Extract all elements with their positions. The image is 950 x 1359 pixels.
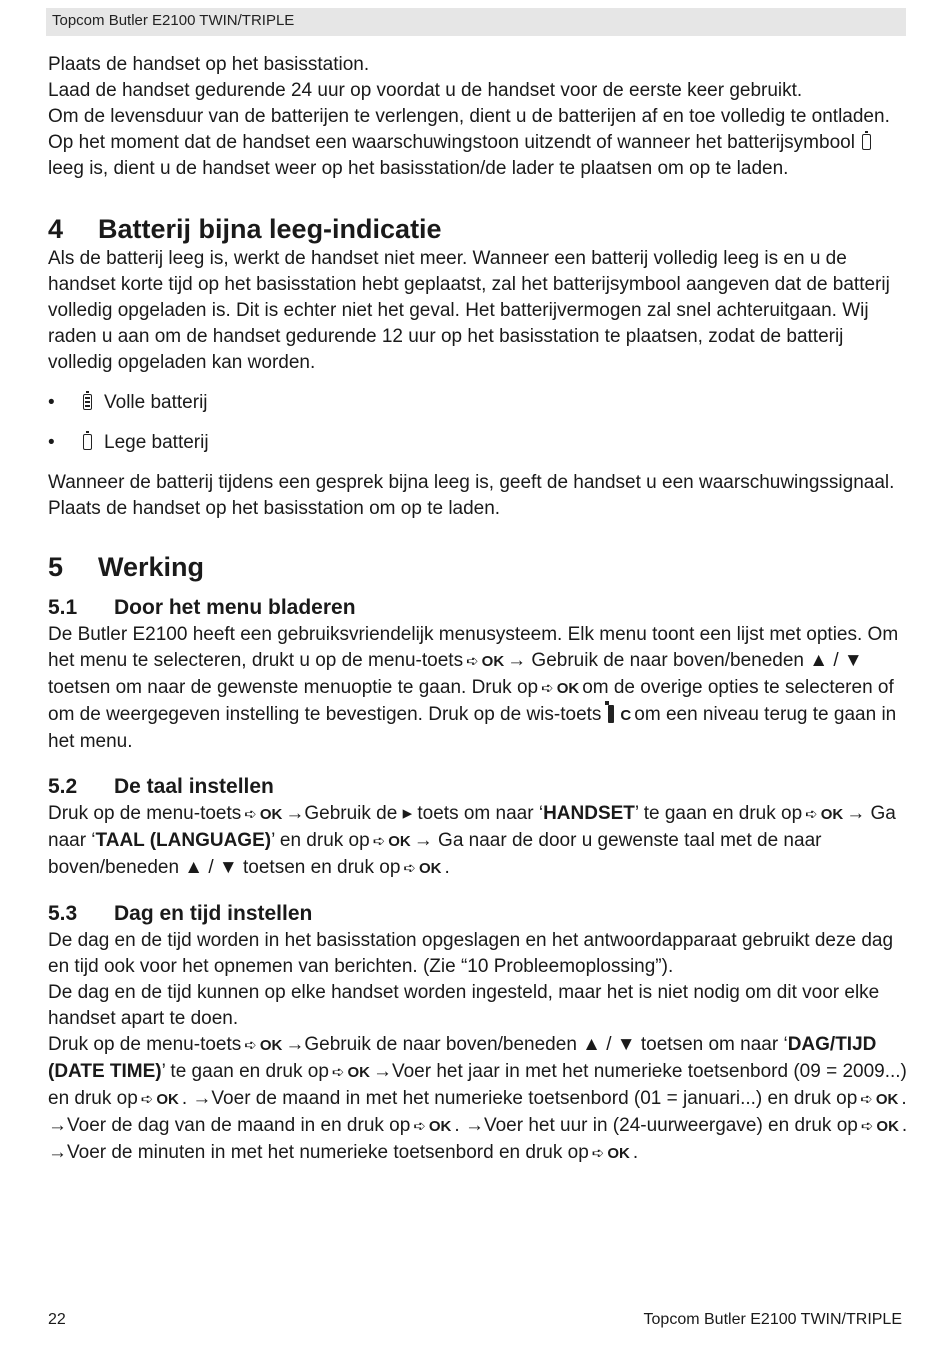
page-number: 22 — [48, 1311, 66, 1328]
empty-battery-icon — [862, 134, 871, 150]
section-5-2-paragraph: Druk op de menu-toets ➪ OK →Gebruik de ▸ toets om naar ‘HANDSET’ te gaan en druk op ➪ OK → Ga naar ‘TAAL (LANGUAGE)’ en druk op ➪ OK → Ga naar de door u gewenste taal met de naar boven/beneden ▲ / ▼ toetsen en druk op ➪ OK . — [48, 803, 896, 878]
ok-key-icon: ➪ OK — [140, 1091, 179, 1108]
header-title: Topcom Butler E2100 TWIN/TRIPLE — [52, 12, 295, 29]
section-5-heading: 5 Werking — [48, 552, 205, 582]
section-5-3-paragraph-3: Druk op de menu-toets ➪ OK →Gebruik de naar boven/beneden ▲ / ▼ toetsen om naar ‘DAG/TIJD (DATE TIME)’ te gaan en druk op ➪ OK →Voer het jaar in met het numerieke toetsenbord (09 = 2009...) en druk op ➪ OK . →Voer de maand in met het numerieke toetsenbord (01 = januari...) en druk op ➪ OK . →Voer de dag van de maand in en druk op ➪ OK . →Voer het uur in (24-uurweergave) en druk op ➪ OK . →Voer de minuten in met het numerieke toetsenbord en druk op ➪ OK . — [48, 1034, 908, 1163]
page-content — [48, 52, 908, 1167]
ok-key-icon: ➪ OK — [541, 680, 580, 697]
empty-battery-icon — [83, 434, 92, 450]
ok-key-icon: ➪ OK — [860, 1091, 899, 1108]
footer-title: Topcom Butler E2100 TWIN/TRIPLE — [643, 1311, 902, 1328]
section-5-3-paragraph-1: De dag en de tijd worden in het basisstation opgeslagen en het antwoordapparaat gebruikt deze dag en tijd ook voor het opnemen van berichten. (Zie “10 Probleemoplossing”). — [48, 930, 894, 977]
ok-key-icon: ➪ OK — [372, 833, 411, 850]
section-5-1-heading: 5.1 Door het menu bladeren — [48, 596, 356, 619]
section-5-3-paragraph-2: De dag en de tijd kunnen op elke handset worden ingesteld, maar het is niet nodig om dit voor elke handset apart te doen. — [48, 982, 880, 1029]
ok-key-icon: ➪ OK — [591, 1145, 630, 1162]
full-battery-icon — [83, 394, 92, 410]
clear-key-icon: C — [604, 704, 631, 725]
running-header — [46, 8, 906, 36]
ok-key-icon: ➪ OK — [466, 653, 505, 670]
section-4-heading: 4 Batterij bijna leeg-indicatie — [48, 214, 442, 244]
ok-key-icon: ➪ OK — [860, 1118, 899, 1135]
intro-line-1: Plaats de handset op het basisstation. — [48, 54, 370, 75]
section-5-3-heading: 5.3 Dag en tijd instellen — [48, 902, 313, 925]
intro-paragraph: Om de levensduur van de batterijen te verlengen, dient u de batterijen af en toe volledig te ontladen. Op het moment dat de handset een waarschuwingstoon uitzendt of wanneer het batterijsymbool leeg is, dient u de handset weer op het basisstation/de lader te plaatsen om op te laden. — [48, 106, 890, 179]
ok-key-icon: ➪ OK — [805, 806, 844, 823]
bullet-full-battery: • Volle batterij — [48, 392, 208, 413]
section-4-paragraph: Als de batterij leeg is, werkt de handset niet meer. Wanneer een batterij volledig leeg is en u de handset korte tijd op het basisstation hebt geplaatst, zal het batterijsymbool aangeven dat de batterij volledig opgeladen is. Dit is echter niet het geval. Het batterijvermogen zal snel achteruitgaan. Wij raden u aan om de handset gedurende 12 uur op het basisstation te plaatsen, zodat de batterij volledig opgeladen kan worden. — [48, 248, 890, 373]
bullet-empty-battery: • Lege batterij — [48, 432, 209, 453]
ok-key-icon: ➪ OK — [244, 806, 283, 823]
ok-key-icon: ➪ OK — [331, 1064, 370, 1081]
section-4-warning-paragraph: Wanneer de batterij tijdens een gesprek bijna leeg is, geeft de handset u een waarschuwingssignaal. Plaats de handset op het basisstation om op te laden. — [48, 472, 895, 519]
section-5-1-paragraph: De Butler E2100 heeft een gebruiksvriendelijk menusysteem. Elk menu toont een lijst met opties. Om het menu te selecteren, drukt u op de menu-toets ➪ OK → Gebruik de naar boven/beneden ▲ / ▼ toetsen om naar de gewenste menuoptie te gaan. Druk op ➪ OK om de overige opties te selecteren of om de weergegeven instelling te bevestigen. Druk op de wis-toets C om een niveau terug te gaan in het menu. — [48, 624, 899, 752]
intro-line-2: Laad de handset gedurende 24 uur op voordat u de handset voor de eerste keer gebruikt. — [48, 80, 803, 101]
ok-key-icon: ➪ OK — [244, 1037, 283, 1054]
ok-key-icon: ➪ OK — [413, 1118, 452, 1135]
ok-key-icon: ➪ OK — [403, 860, 442, 877]
section-5-2-heading: 5.2 De taal instellen — [48, 775, 274, 798]
